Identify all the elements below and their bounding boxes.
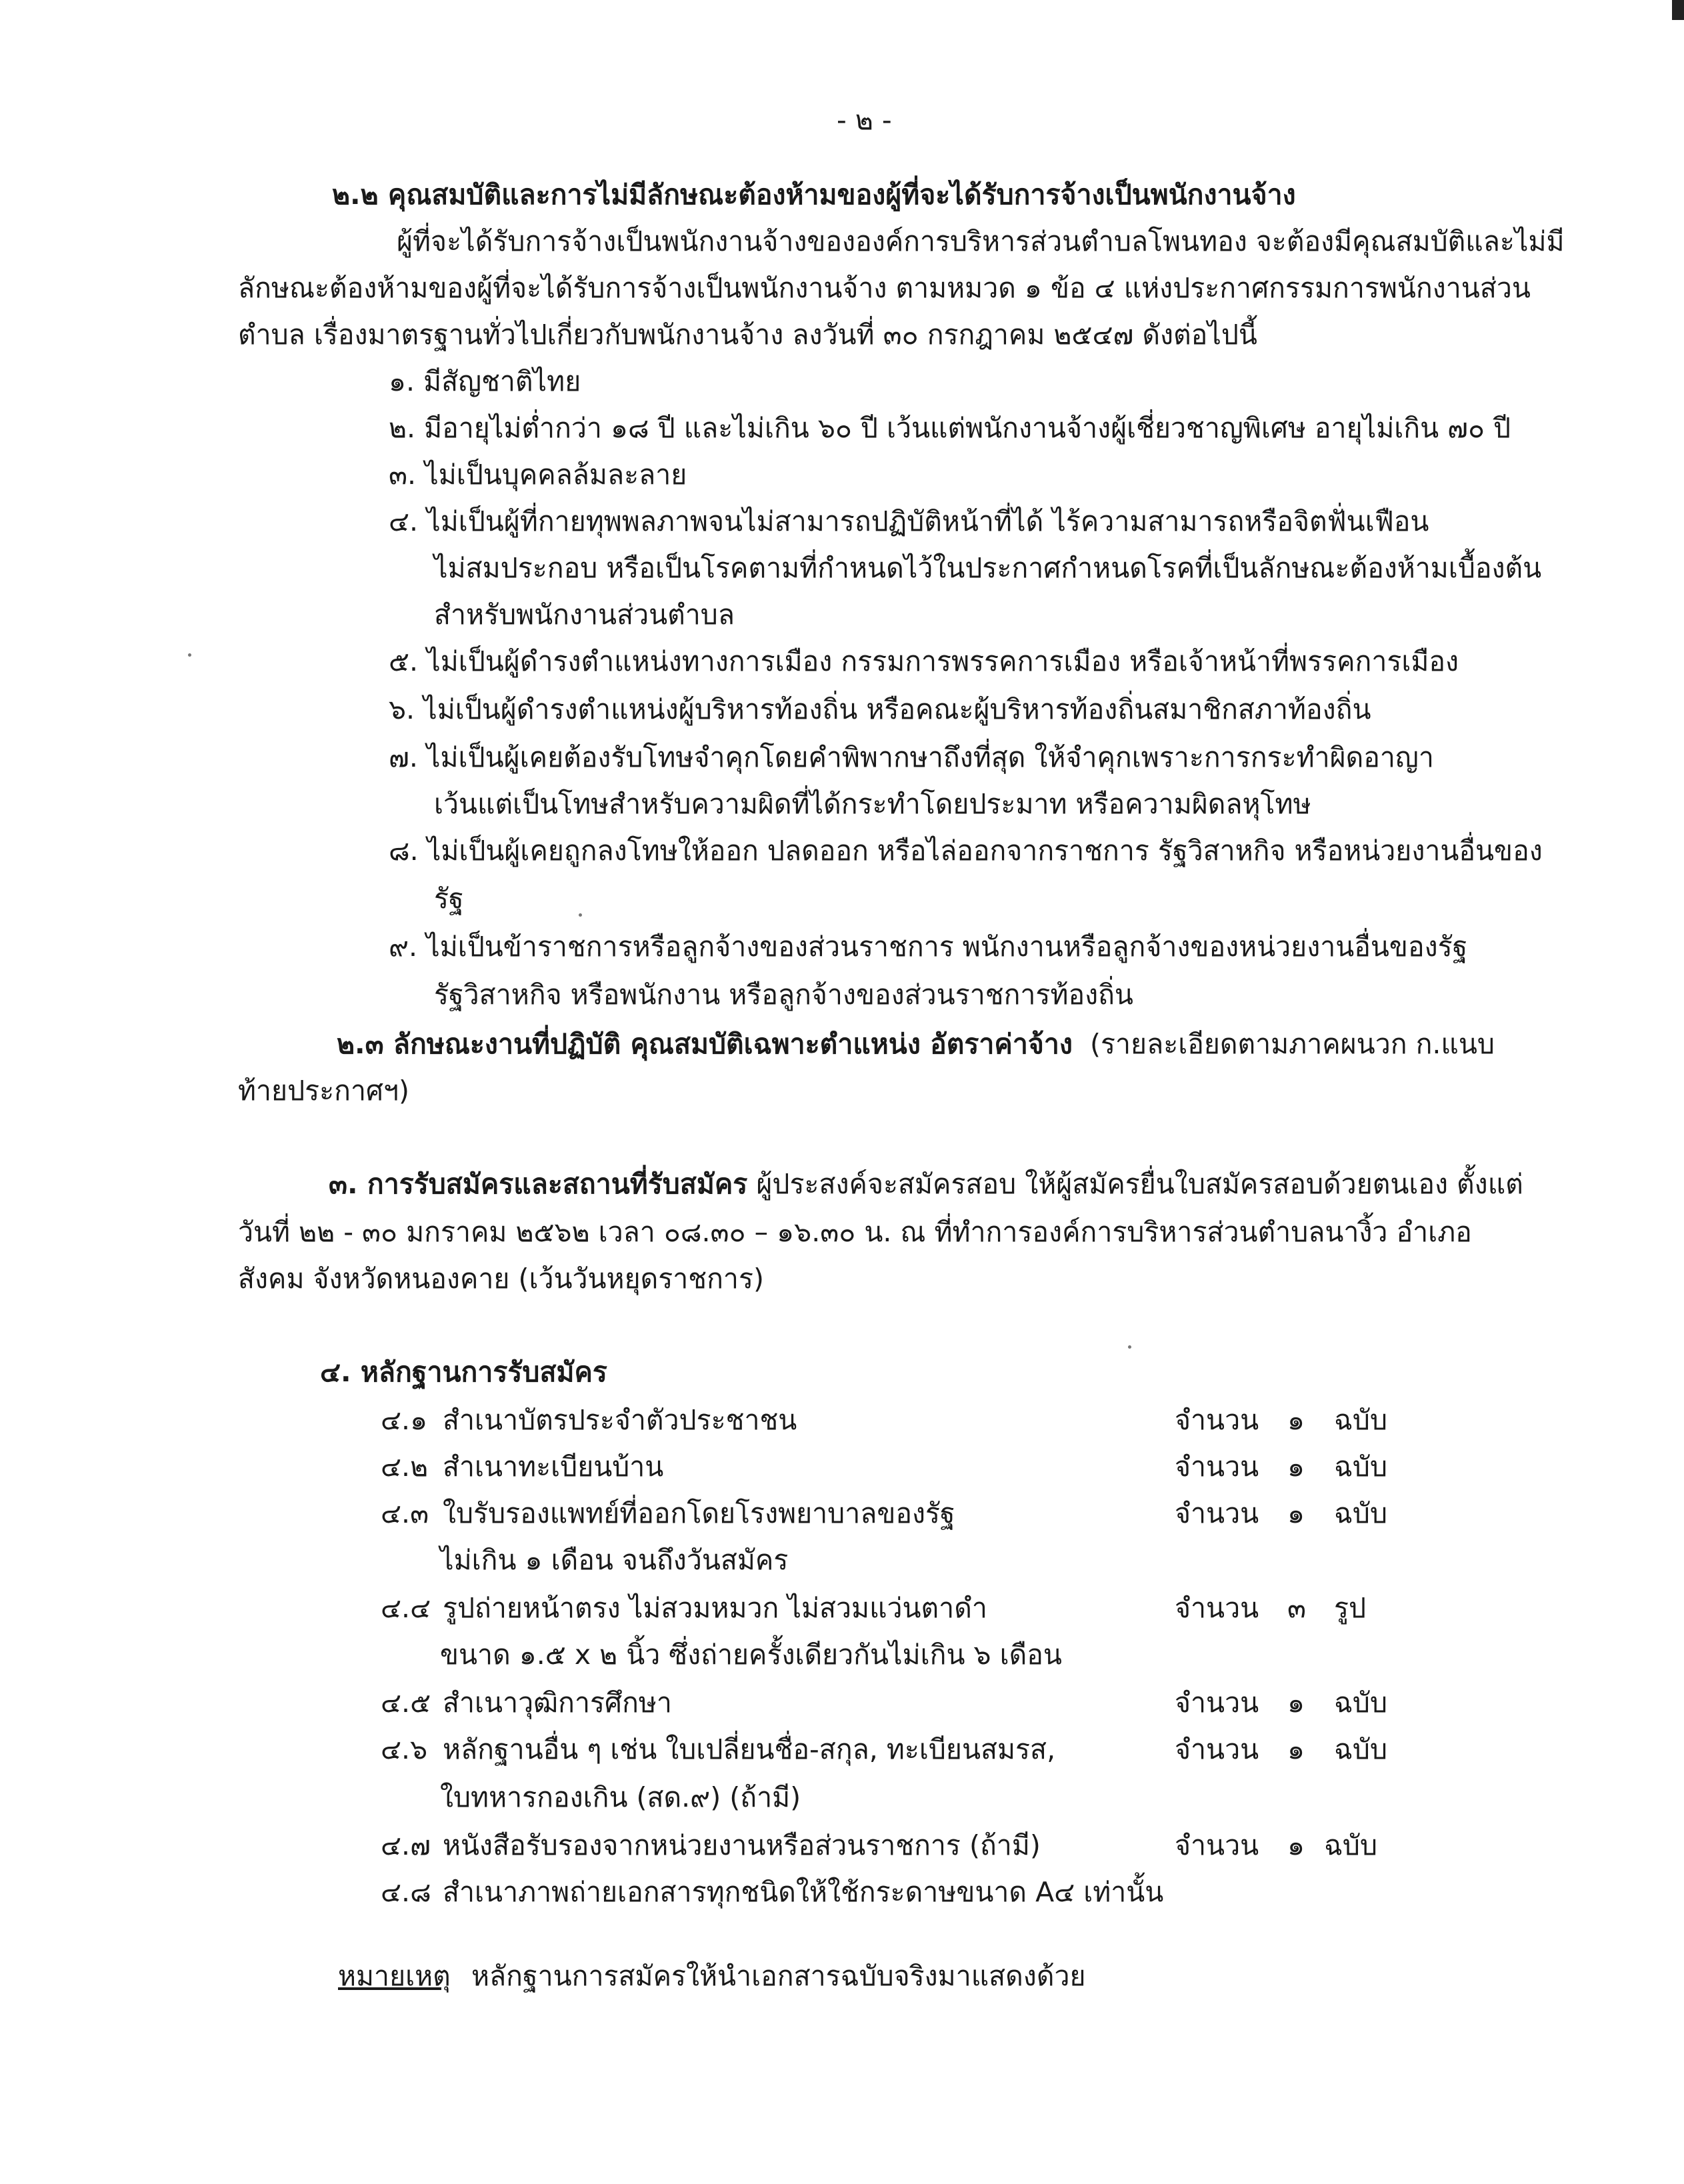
qualification-item: ๗. ไม่เป็นผู้เคยต้องรับโทษจำคุกโดยคำพิพากษาถึงที่สุด ให้จำคุกเพราะการกระทำผิดอาญา [389,741,1434,773]
doc-qty: ๑ [1287,1497,1305,1529]
doc-unit: ฉบับ [1334,1733,1387,1765]
doc-description: หลักฐานอื่น ๆ เช่น ใบเปลี่ยนชื่อ-สกุล, ทะเบียนสมรส, [443,1733,1056,1765]
note-label: หมายเหตุ [338,1960,451,1992]
doc-qty: ๓ [1287,1592,1307,1624]
doc-description-continuation: ไม่เกิน ๑ เดือน จนถึงวันสมัคร [440,1544,789,1576]
doc-number: ๔.๗ [381,1829,431,1861]
doc-description: สำเนาทะเบียนบ้าน [443,1451,664,1483]
doc-qty: ๑ [1287,1687,1305,1719]
doc-qty-label: จำนวน [1175,1687,1259,1719]
doc-description: รูปถ่ายหน้าตรง ไม่สวมหมวก ไม่สวมแว่นตาดำ [443,1592,987,1624]
section-3-heading: ๓. การรับสมัครและสถานที่รับสมัคร [329,1168,748,1200]
doc-qty-label: จำนวน [1175,1404,1259,1436]
section-2-2-intro-line: ผู้ที่จะได้รับการจ้างเป็นพนักงานจ้างขององค์การบริหารส่วนตำบลโพนทอง จะต้องมีคุณสมบัติและไม่มี [397,225,1565,257]
doc-unit: ฉบับ [1324,1829,1377,1861]
scan-edge-mark [1672,0,1684,20]
section-3-line2: วันที่ ๒๒ - ๓๐ มกราคม ๒๕๖๒ เวลา ๐๘.๓๐ – ๑๖.๓๐ น. ณ ที่ทำการองค์การบริหารส่วนตำบลนางิ้ว อำเภอ [238,1216,1472,1248]
qualification-item: ๘. ไม่เป็นผู้เคยถูกลงโทษให้ออก ปลดออก หรือไล่ออกจากราชการ รัฐวิสาหกิจ หรือหน่วยงานอื่นของ [389,835,1543,867]
doc-number: ๔.๓ [381,1497,429,1529]
doc-qty: ๑ [1287,1404,1305,1436]
doc-unit: ฉบับ [1334,1451,1387,1483]
section-3-line1-rest: ผู้ประสงค์จะสมัครสอบ ให้ผู้สมัครยื่นใบสมัครสอบด้วยตนเอง ตั้งแต่ [756,1168,1523,1200]
section-2-3-rest: (รายละเอียดตามภาคผนวก ก.แนบ [1090,1028,1495,1060]
doc-unit: ฉบับ [1334,1497,1387,1529]
doc-qty: ๑ [1287,1733,1305,1765]
doc-number: ๔.๔ [381,1592,431,1624]
doc-unit: ฉบับ [1334,1687,1387,1719]
doc-qty-label: จำนวน [1175,1733,1259,1765]
doc-description-continuation: ขนาด ๑.๕ x ๒ นิ้ว ซึ่งถ่ายครั้งเดียวกันไม่เกิน ๖ เดือน [440,1639,1062,1671]
qualification-item-continuation: ไม่สมประกอบ หรือเป็นโรคตามที่กำหนดไว้ในประกาศกำหนดโรคที่เป็นลักษณะต้องห้ามเบื้องต้น [434,552,1542,584]
doc-qty-label: จำนวน [1175,1592,1259,1624]
qualification-item: ๑. มีสัญชาติไทย [389,365,581,397]
doc-number: ๔.๑ [381,1404,428,1436]
doc-unit: ฉบับ [1334,1404,1387,1436]
doc-number: ๔.๕ [381,1687,431,1719]
qualification-item: ๒. มีอายุไม่ต่ำกว่า ๑๘ ปี และไม่เกิน ๖๐ ปี เว้นแต่พนักงานจ้างผู้เชี่ยวชาญพิเศษ อายุไม่เกิน ๗๐ ปี [389,412,1511,444]
doc-description: ใบรับรองแพทย์ที่ออกโดยโรงพยาบาลของรัฐ [443,1497,955,1529]
doc-qty: ๑ [1287,1451,1305,1483]
scan-speck [1128,1345,1131,1349]
section-2-2-intro-line: ลักษณะต้องห้ามของผู้ที่จะได้รับการจ้างเป็นพนักงานจ้าง ตามหมวด ๑ ข้อ ๔ แห่งประกาศกรรมการพนักงานส่วน [238,272,1531,304]
doc-description: สำเนาภาพถ่ายเอกสารทุกชนิดให้ใช้กระดาษขนาด A๔ เท่านั้น [443,1876,1164,1908]
section-2-2-heading: ๒.๒ คุณสมบัติและการไม่มีลักษณะต้องห้ามของผู้ที่จะได้รับการจ้างเป็นพนักงานจ้าง [332,179,1296,211]
doc-description: สำเนาวุฒิการศึกษา [443,1687,672,1719]
qualification-item: ๖. ไม่เป็นผู้ดำรงตำแหน่งผู้บริหารท้องถิ่น หรือคณะผู้บริหารท้องถิ่นสมาชิกสภาท้องถิ่น [389,693,1371,725]
qualification-item-continuation: รัฐ [434,883,464,915]
qualification-item-continuation: เว้นแต่เป็นโทษสำหรับความผิดที่ได้กระทำโดยประมาท หรือความผิดลหุโทษ [434,788,1311,820]
scan-speck [188,653,191,657]
doc-qty-label: จำนวน [1175,1451,1259,1483]
section-4-heading: ๔. หลักฐานการรับสมัคร [320,1356,607,1388]
section-2-3-line2: ท้ายประกาศฯ) [238,1075,410,1107]
doc-number: ๔.๖ [381,1733,428,1765]
section-3-line3: สังคม จังหวัดหนองคาย (เว้นวันหยุดราชการ) [238,1263,764,1295]
doc-qty: ๑ [1287,1829,1305,1861]
doc-number: ๔.๒ [381,1451,429,1483]
qualification-item: ๙. ไม่เป็นข้าราชการหรือลูกจ้างของส่วนราชการ พนักงานหรือลูกจ้างของหน่วยงานอื่นของรัฐ [389,931,1468,963]
doc-qty-label: จำนวน [1175,1497,1259,1529]
section-3-line1 [329,1164,1523,1204]
doc-qty-label: จำนวน [1175,1829,1259,1861]
doc-description: หนังสือรับรองจากหน่วยงานหรือส่วนราชการ (ถ้ามี) [443,1829,1041,1861]
doc-number: ๔.๘ [381,1876,431,1908]
qualification-item: ๔. ไม่เป็นผู้ที่กายทุพพลภาพจนไม่สามารถปฏิบัติหน้าที่ได้ ไร้ความสามารถหรือจิตฟั่นเฟือน [389,505,1429,537]
page-number: - ๒ - [837,104,892,136]
qualification-item: ๕. ไม่เป็นผู้ดำรงตำแหน่งทางการเมือง กรรมการพรรคการเมือง หรือเจ้าหน้าที่พรรคการเมือง [389,645,1459,677]
qualification-item: ๓. ไม่เป็นบุคคลล้มละลาย [389,459,687,491]
note-text: หลักฐานการสมัครให้นำเอกสารฉบับจริงมาแสดงด้วย [471,1960,1086,1992]
qualification-item-continuation: สำหรับพนักงานส่วนตำบล [434,599,735,631]
section-2-3-heading: ๒.๓ ลักษณะงานที่ปฏิบัติ คุณสมบัติเฉพาะตำแหน่ง อัตราค่าจ้าง [337,1028,1073,1060]
doc-description-continuation: ใบทหารกองเกิน (สด.๙) (ถ้ามี) [440,1781,801,1813]
scan-speck [579,913,582,917]
doc-unit: รูป [1334,1592,1367,1624]
qualification-item-continuation: รัฐวิสาหกิจ หรือพนักงาน หรือลูกจ้างของส่วนราชการท้องถิ่น [434,979,1133,1011]
section-2-3-line [337,1024,1495,1064]
section-2-2-intro-line: ตำบล เรื่องมาตรฐานทั่วไปเกี่ยวกับพนักงานจ้าง ลงวันที่ ๓๐ กรกฎาคม ๒๕๔๗ ดังต่อไปนี้ [238,319,1257,351]
doc-description: สำเนาบัตรประจำตัวประชาชน [443,1404,797,1436]
